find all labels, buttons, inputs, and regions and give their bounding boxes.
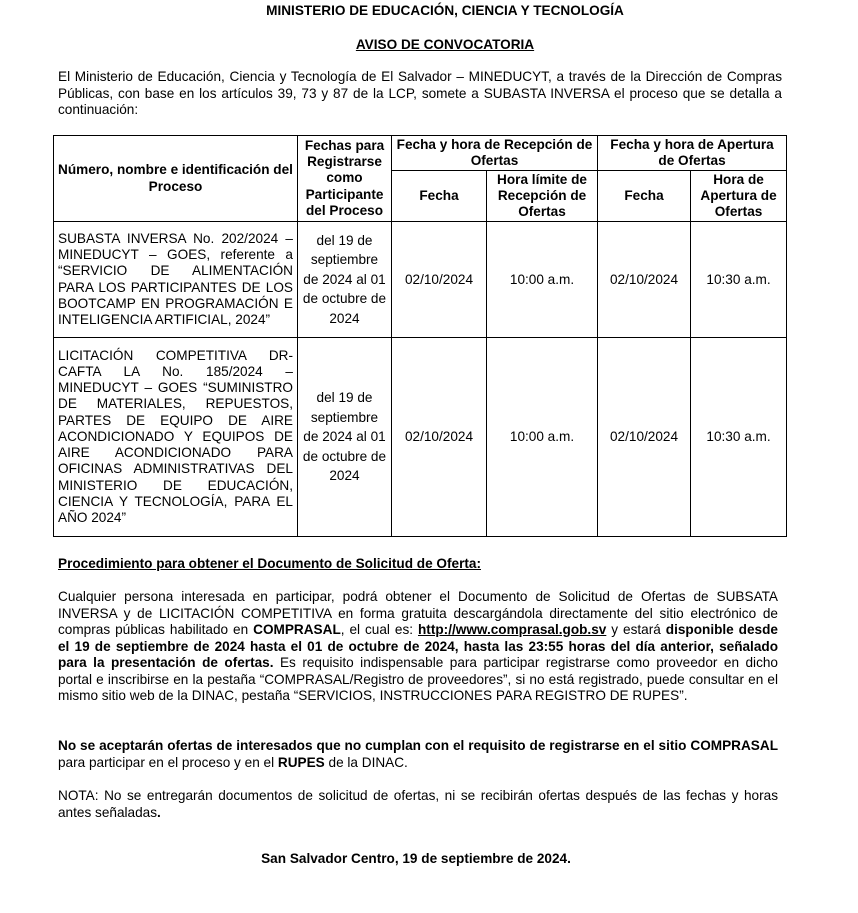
process-cell: LICITACIÓN COMPETITIVA DR-CAFTA LA No. 185/2024 – MINEDUCYT – GOES “SUMINISTRO DE MATERIALES, REPUESTOS, PARTES DE EQUIPO DE AIRE ACONDICIONADO Y EQUIPOS DE AIRE ACONDICIONADO PARA OFICINAS ADMINISTRATIVAS DEL MINISTERIO DE EDUCACIÓN, CIENCIA Y TECNOLOGÍA, PARA EL AÑO 2024” — [54, 338, 298, 537]
requirement-paragraph — [58, 738, 778, 771]
process-table — [53, 135, 787, 537]
opening-date-cell: 02/10/2024 — [598, 338, 691, 537]
header-opening-time: Hora de Apertura de Ofertas — [691, 171, 787, 222]
table-row — [54, 222, 787, 338]
para2-text-d: de la DINAC. — [324, 754, 408, 770]
table-row — [54, 338, 787, 537]
procedure-title: Procedimiento para obtener el Documento de Solicitud de Oferta: — [58, 556, 481, 571]
comprasal-link[interactable]: http://www.comprasal.gob.sv — [418, 622, 607, 637]
header-opening-date: Fecha — [598, 171, 691, 222]
opening-time-cell: 10:30 a.m. — [691, 222, 787, 338]
process-cell: SUBASTA INVERSA No. 202/2024 – MINEDUCYT – GOES, referente a “SERVICIO DE ALIMENTACIÓN PARA LOS PARTICIPANTES DE LOS BOOTCAMP EN PROGRAMACIÓN E INTELIGENCIA ARTIFICIAL, 2024” — [54, 222, 298, 338]
opening-date-cell: 02/10/2024 — [598, 222, 691, 338]
note-text: NOTA: No se entregarán documentos de solicitud de ofertas, ni se recibirán ofertas después de las fechas y horas antes señaladas — [58, 788, 778, 820]
intro-paragraph: El Ministerio de Educación, Ciencia y Tecnología de El Salvador – MINEDUCYT, a través de la Dirección de Compras Públicas, con base en los artículos 39, 73 y 87 de la LCP, somete a SUBASTA INVERSA el proceso que se detalla a continuación: — [58, 69, 782, 117]
para2-text-b: para participar en el proceso y en el — [58, 754, 278, 770]
reception-time-cell: 10:00 a.m. — [487, 222, 598, 338]
signoff-line: San Salvador Centro, 19 de septiembre de 2024. — [261, 851, 571, 866]
reception-time-cell: 10:00 a.m. — [487, 338, 598, 537]
header-reception-group: Fecha y hora de Recepción de Ofertas — [392, 136, 598, 171]
header-register-dates: Fechas para Registrarse como Participante del Proceso — [298, 136, 392, 222]
reception-date-cell: 02/10/2024 — [392, 222, 487, 338]
para2-text-a: No se aceptarán ofertas de interesados que no cumplan con el requisito de registrarse en el sitio COMPRASAL — [58, 738, 778, 753]
availability-text: disponible desde el 19 de septiembre de 2024 hasta el 01 de octubre de 2024, hasta las 23:55 horas del día anterior, señalado para la presentación de ofertas. — [58, 622, 778, 670]
header-process: Número, nombre e identificación del Proceso — [54, 136, 298, 222]
header-reception-date: Fecha — [392, 171, 487, 222]
register-dates-cell: del 19 de septiembre de 2024 al 01 de octubre de 2024 — [298, 338, 392, 537]
reception-date-cell: 02/10/2024 — [392, 338, 487, 537]
comprasal-name: COMPRASAL — [253, 622, 341, 637]
opening-time-cell: 10:30 a.m. — [691, 338, 787, 537]
para1-text-d: y estará — [606, 622, 666, 637]
header-reception-time: Hora límite de Recepción de Ofertas — [487, 171, 598, 222]
rupes-name: RUPES — [277, 754, 325, 770]
para1-text-f: Es requisito indispensable para participar registrarse como proveedor en dicho portal e inscribirse en la pestaña “COMPRASAL/Registro de proveedores”, si no está registrado, puede consultar en el mismo sitio web de la DINAC, pestaña “SERVICIOS, INSTRUCCIONES PARA REGISTRO DE RUPES”. — [58, 655, 778, 703]
procedure-paragraph — [58, 589, 778, 705]
header-opening-group: Fecha y hora de Apertura de Ofertas — [598, 136, 787, 171]
register-dates-cell: del 19 de septiembre de 2024 al 01 de octubre de 2024 — [298, 222, 392, 338]
para1-text-a: Cualquier persona interesada en participar, podrá obtener el Documento de Solicitud de Ofertas de SUBSATA INVERSA y de LICITACIÓN COMPETITIVA en forma gratuita descargándola directamente del sitio electrónico de compras públicas habilitado en — [58, 589, 778, 637]
note-paragraph — [58, 788, 778, 821]
note-period: . — [157, 804, 161, 820]
ministry-title: MINISTERIO DE EDUCACIÓN, CIENCIA Y TECNOLOGÍA — [266, 3, 624, 18]
notice-title: AVISO DE CONVOCATORIA — [355, 37, 535, 52]
para1-text-c: , el cual es: — [340, 622, 418, 637]
